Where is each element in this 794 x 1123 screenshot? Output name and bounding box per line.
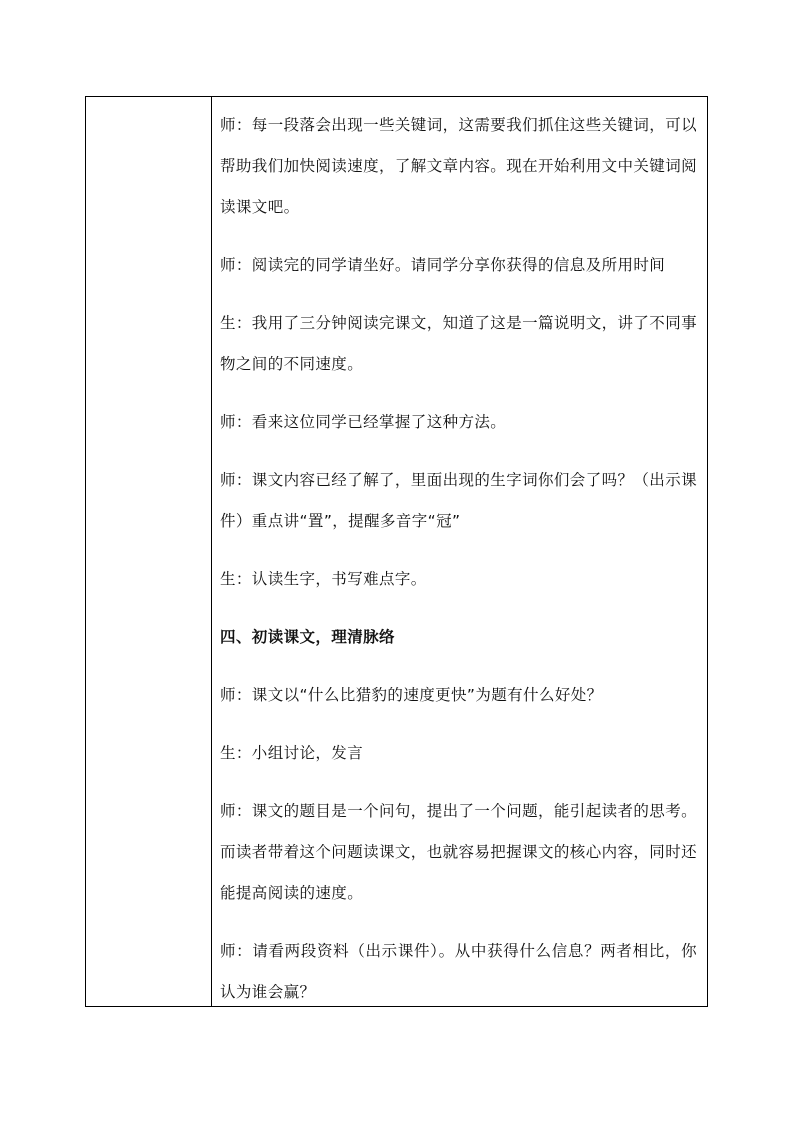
lesson-table xyxy=(85,96,708,1007)
paragraph-5: 师：课文内容已经了解了，里面出现的生字词你们会了吗？（出示课件）重点讲“置”，提醒多音字“冠” xyxy=(220,471,698,530)
paragraph-1: 师：每一段落会出现一些关键词，这需要我们抓住这些关键词，可以帮助我们加快阅读速度，了解文章内容。现在开始利用文中关键词阅读课文吧。 xyxy=(220,116,698,216)
section-heading: 四、初读课文，理清脉络 xyxy=(220,628,395,646)
table-right-cell xyxy=(212,97,707,1006)
paragraph-4: 师：看来这位同学已经掌握了这种方法。 xyxy=(220,413,507,431)
table-left-cell xyxy=(86,97,212,1006)
paragraph-8: 师：课文以“什么比猎豹的速度更快”为题有什么好处？ xyxy=(220,686,603,704)
paragraph-10: 师：课文的题目是一个问句，提出了一个问题，能引起读者的思考。而读者带着这个问题读课文，也就容易把握课文的核心内容，同时还能提高阅读的速度。 xyxy=(220,802,698,902)
paragraph-2: 师：阅读完的同学请坐好。请同学分享你获得的信息及所用时间 xyxy=(220,256,666,274)
paragraph-3: 生：我用了三分钟阅读完课文，知道了这是一篇说明文，讲了不同事物之间的不同速度。 xyxy=(220,314,698,373)
paragraph-11: 师：请看两段资料（出示课件）。从中获得什么信息？两者相比，你认为谁会赢？ xyxy=(220,942,697,1001)
paragraph-6: 生：认读生字，书写难点字。 xyxy=(220,570,427,588)
paragraph-9: 生：小组讨论，发言 xyxy=(220,744,364,762)
